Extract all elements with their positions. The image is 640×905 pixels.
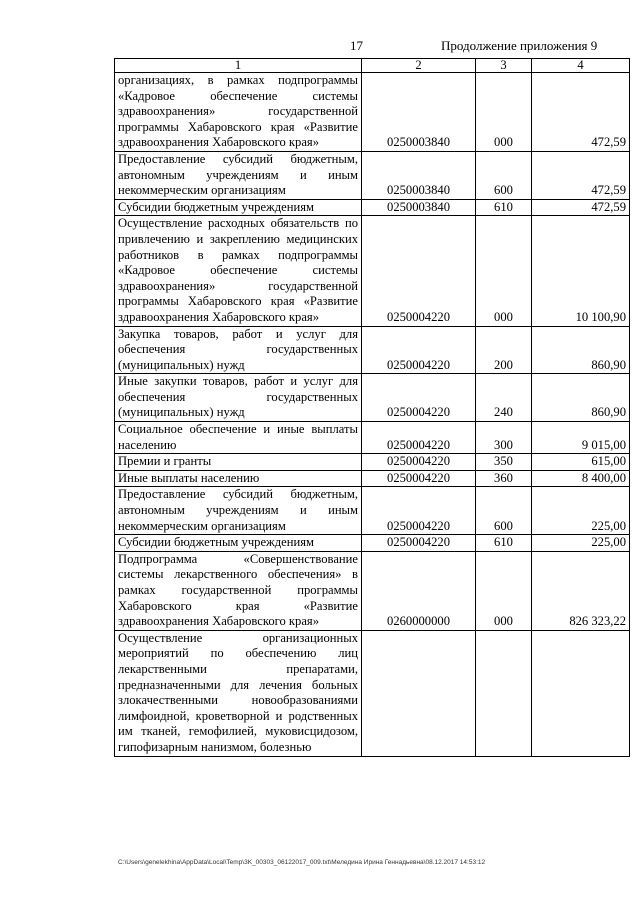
row-sum-cell: 9 015,00 bbox=[532, 422, 630, 454]
row-sum-cell: 615,00 bbox=[532, 454, 630, 471]
row-name-cell: организациях, в рамках подпрограммы «Кадровое обеспечение системы здравоохранения» государственной программы Хабаровского края «Развитие здравоохранения Хабаровского края» bbox=[115, 73, 362, 152]
row-name-cell: Закупка товаров, работ и услуг для обеспечения государственных (муниципальных) нужд bbox=[115, 326, 362, 374]
budget-table bbox=[114, 58, 630, 757]
row-code-cell: 0250004220 bbox=[362, 326, 476, 374]
row-sum-cell: 472,59 bbox=[532, 73, 630, 152]
row-type-cell: 610 bbox=[476, 199, 532, 216]
row-type-cell: 610 bbox=[476, 535, 532, 552]
row-code-cell: 0250004220 bbox=[362, 216, 476, 326]
row-name-cell: Иные выплаты населению bbox=[115, 470, 362, 487]
row-name-cell: Предоставление субсидий бюджетным, автономным учреждениям и иным некоммерческим организациям bbox=[115, 151, 362, 199]
row-name-cell: Осуществление организационных мероприятий по обеспечению лиц лекарственными препаратами, предназначенными для лечения больных злокачественными новообразованиями лимфоидной, кроветворной и родственных им тканей, гемофилией, муковисцидозом, гипофизарным нанизмом, болезнью bbox=[115, 630, 362, 756]
table-row bbox=[115, 326, 630, 374]
row-type-cell: 360 bbox=[476, 470, 532, 487]
table-row bbox=[115, 487, 630, 535]
column-header-sum: 4 bbox=[532, 59, 630, 73]
row-code-cell bbox=[362, 630, 476, 756]
table-row bbox=[115, 454, 630, 471]
row-sum-cell: 826 323,22 bbox=[532, 551, 630, 630]
row-type-cell: 200 bbox=[476, 326, 532, 374]
table-row bbox=[115, 151, 630, 199]
row-name-cell: Социальное обеспечение и иные выплаты населению bbox=[115, 422, 362, 454]
table-row bbox=[115, 422, 630, 454]
row-type-cell bbox=[476, 630, 532, 756]
table-row bbox=[115, 630, 630, 756]
table-row bbox=[115, 216, 630, 326]
file-path-footer: C:\Users\genelekhina\AppData\Local\Temp\3K_00303_06122017_009.txt\Меледина Ирина Геннадьевна\08.12.2017 14:53:12 bbox=[118, 859, 486, 866]
row-type-cell: 300 bbox=[476, 422, 532, 454]
table-row bbox=[115, 73, 630, 152]
table-row bbox=[115, 470, 630, 487]
row-name-cell: Предоставление субсидий бюджетным, автономным учреждениям и иным некоммерческим организациям bbox=[115, 487, 362, 535]
row-name-cell: Субсидии бюджетным учреждениям bbox=[115, 199, 362, 216]
row-sum-cell bbox=[532, 630, 630, 756]
table-row bbox=[115, 199, 630, 216]
row-code-cell: 0250004220 bbox=[362, 454, 476, 471]
row-sum-cell: 860,90 bbox=[532, 374, 630, 422]
row-name-cell: Осуществление расходных обязательств по привлечению и закреплению медицинских работников в рамках подпрограммы «Кадровое обеспечение системы здравоохранения» государственной программы Хабаровского края «Развитие здравоохранения Хабаровского края» bbox=[115, 216, 362, 326]
row-type-cell: 600 bbox=[476, 487, 532, 535]
row-name-cell: Иные закупки товаров, работ и услуг для обеспечения государственных (муниципальных) нужд bbox=[115, 374, 362, 422]
row-sum-cell: 225,00 bbox=[532, 487, 630, 535]
row-name-cell: Подпрограмма «Совершенствование системы лекарственного обеспечения» в рамках государственной программы Хабаровского края «Развитие здравоохранения Хабаровского края» bbox=[115, 551, 362, 630]
table-row bbox=[115, 535, 630, 552]
row-name-cell: Премии и гранты bbox=[115, 454, 362, 471]
row-type-cell: 240 bbox=[476, 374, 532, 422]
row-code-cell: 0250003840 bbox=[362, 199, 476, 216]
column-header-code: 2 bbox=[362, 59, 476, 73]
row-code-cell: 0250004220 bbox=[362, 470, 476, 487]
table-header-row bbox=[115, 59, 630, 73]
row-code-cell: 0250004220 bbox=[362, 374, 476, 422]
row-code-cell: 0250004220 bbox=[362, 487, 476, 535]
column-header-type: 3 bbox=[476, 59, 532, 73]
row-type-cell: 350 bbox=[476, 454, 532, 471]
table-row bbox=[115, 551, 630, 630]
row-code-cell: 0250004220 bbox=[362, 535, 476, 552]
row-type-cell: 000 bbox=[476, 73, 532, 152]
row-sum-cell: 860,90 bbox=[532, 326, 630, 374]
row-code-cell: 0250003840 bbox=[362, 151, 476, 199]
row-sum-cell: 8 400,00 bbox=[532, 470, 630, 487]
page-number: 17 bbox=[350, 38, 363, 53]
row-type-cell: 000 bbox=[476, 216, 532, 326]
row-code-cell: 0250003840 bbox=[362, 73, 476, 152]
row-sum-cell: 472,59 bbox=[532, 151, 630, 199]
row-name-cell: Субсидии бюджетным учреждениям bbox=[115, 535, 362, 552]
row-code-cell: 0260000000 bbox=[362, 551, 476, 630]
row-code-cell: 0250004220 bbox=[362, 422, 476, 454]
row-sum-cell: 225,00 bbox=[532, 535, 630, 552]
row-sum-cell: 10 100,90 bbox=[532, 216, 630, 326]
column-header-name: 1 bbox=[115, 59, 362, 73]
row-type-cell: 000 bbox=[476, 551, 532, 630]
row-sum-cell: 472,59 bbox=[532, 199, 630, 216]
appendix-caption: Продолжение приложения 9 bbox=[441, 38, 598, 53]
row-type-cell: 600 bbox=[476, 151, 532, 199]
table-row bbox=[115, 374, 630, 422]
